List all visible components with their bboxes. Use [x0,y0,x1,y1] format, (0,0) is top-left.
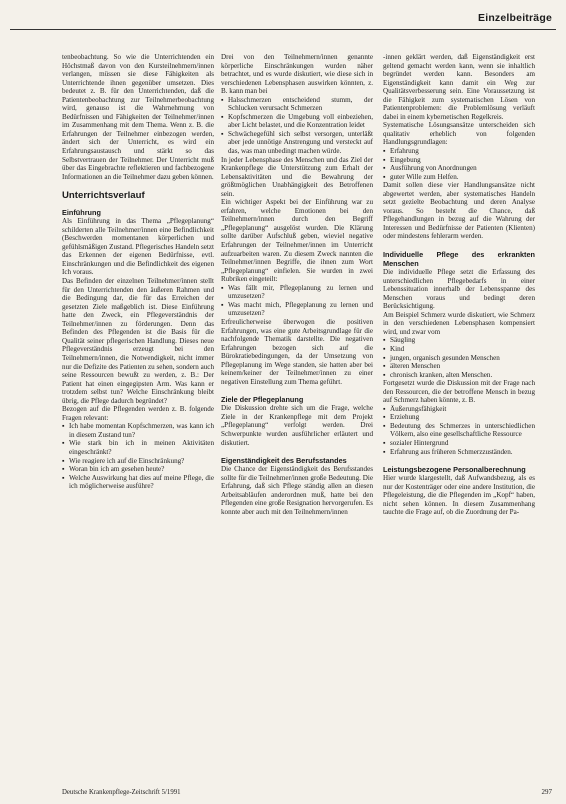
list-item: ▪ älteren Menschen [383,362,535,371]
col3-paragraph-5: Am Beispiel Schmerz wurde diskutiert, wie Schmerz in den verschiedenen Lebensphasen kompensiert wird, und zwar vom [383,310,535,336]
heading-eigenstaendigkeit: Eigenständigkeit des Berufsstandes [221,456,347,466]
list-item: ▪ Welche Auswirkung hat dies auf meine Pflege, die ich möglicherweise ausführe? [62,474,214,491]
col3-paragraph-7: Hier wurde klargestellt, daß Aufwandsbezug, als es nur der Kostenträger oder eine andere Institution, die Pflegeleistung, die die Pflegenden im „Kopf“ haben, nicht sehen können. In diesem Zusammenhang tauchte die Frage auf, ob die Zuordnung der Pa- [383,474,535,517]
col1-paragraph-1: tenbeobachtung. So wie die Unterrichtenden ein Höchstmaß davon von den Kursteilnehmern/innen verlangen, müssen sie diese Fähigkeiten als Unterrichtende ihnen gegenüber umsetzen. Dies bedeutet z. B. für den Unterrichtenden, daß die Patientenbeobachtung zur Teilnehmerbeobachtung wird, genauso ist die Wahrnehmung von Bedürfnissen und Fähigkeiten der Teilnehmer/innen im Zusammenhang mit dem Thema. Wenn z. B. die Erfahrungen der Teilnehmer einbezogen werden, ändert sich der Unterricht, es wird ein Erfahrungsaustausch und stärkt so das Selbstvertrauen der Teilnehmer. Der Unterricht muß über das Eingebrachte reflektieren und fachbezogene Informationen an die Teilnehmer dazu geben können. [62,53,214,181]
column-1 [62,53,214,491]
column-2 [221,53,373,516]
heading-personalberechnung: Leistungsbezogene Personalberechnung [383,465,526,475]
list-item: ▪ Schwächegefühl sich selbst versorgen, unterläßt aber jede unnötige Anstrengung und versteckt auf das, was man unbedingt machen würde. [221,130,373,156]
list-item: ▪ Erziehung [383,413,535,422]
col1-paragraph-2: Als Einführung in das Thema „Pflegeplanung“ schilderten alle Teilnehmer/innen eine Befindlichkeit (Beschwerden momentanen körperlichen und gefühlsmäßigen Zustand. Pflegerisches Handeln setzt das Erkennen der eigenen Bedürfnisse, evtl. Einschränkungen und die Befindlichkeit des eigenen Ich voraus. [62,217,214,277]
col2-paragraph-6: Die Chance der Eigenständigkeit des Berufsstandes sollte für die Teilnehmer/innen große Bedeutung. Die Erfahrung, daß sich Pflege ständig allen an diesen Arbeitsabläufen anderordnen muß, hatte bei den Pflegenden eine große Resignation hervorgerufen. Es konnte aber auch mit den Teilnehmern/innen [221,465,373,516]
header-rule [10,29,556,30]
list-item: ▪ Was fällt mir, Pflegeplanung zu lernen und umzusetzen? [221,284,373,301]
list-item: ▪ Ich habe momentan Kopfschmerzen, was kann ich in diesem Zustand tun? [62,422,214,439]
col2-paragraph-5: Die Diskussion drehte sich um die Frage, welche Ziele in der Krankenpflege mit dem Projekt „Pflegeplanung“ verfolgt werden. Drei Schwerpunkte wurden ausführlicher erläutert und diskutiert. [221,404,373,447]
col3-basis-list [383,147,535,181]
col3-paragraph-4: Die individuelle Pflege setzt die Erfassung des unterschiedlichen Pflegebedarfs in einer Lebenssituation innerhalb der Lebensspanne des Menschen voraus und bedingt deren Berücksichtigung. [383,268,535,311]
col1-question-list [62,422,214,490]
col3-lifephase-list [383,336,535,379]
list-item: ▪ Eingebung [383,156,535,165]
col1-paragraph-4: Bezogen auf die Pflegenden werden z. B. folgende Fragen relevant: [62,405,214,422]
list-item: ▪ chronisch kranken, alten Menschen. [383,371,535,380]
col3-resource-list [383,405,535,456]
list-item: ▪ jungen, organisch gesunden Menschen [383,354,535,363]
list-item: ▪ Äußerungsfähigkeit [383,405,535,414]
column-3 [383,53,535,517]
col2-paragraph-2: In jeder Lebensphase des Menschen und das Ziel der Krankenpflege die Unterstützung zum Erhalt der Lebensaktivitäten und die Bewahrung der größtmöglichen Unabhängigkeit des Betroffenen sein. [221,155,373,198]
list-item: ▪ Kopfschmerzen die Umgebung voll einbeziehen, aber Licht belastet, und die Konzentration leidet [221,113,373,130]
col3-paragraph-2: Systematische Lösungsansätze unterscheiden sich qualitativ erheblich von folgenden Handlungsgrundlagen: [383,121,535,147]
page-number: 297 [541,788,552,796]
list-item: ▪ Halsschmerzen entscheidend stumm, der Schlucken verursacht Schmerzen [221,96,373,113]
list-item: ▪ Ausführung von Anordnungen [383,164,535,173]
list-item: ▪ sozialer Hintergrund [383,439,535,448]
col2-rubric-list [221,284,373,318]
list-item: ▪ Woran bin ich am gesehen heute? [62,465,214,474]
list-item: ▪ Wie reagiere ich auf die Einschränkung? [62,457,214,466]
heading-einfuehrung: Einführung [62,208,101,218]
heading-individuelle-pflege: Individuelle Pflege des erkrankten Menschen [383,250,535,269]
heading-ziele-der-pflegeplanung: Ziele der Pflegeplanung [221,395,304,405]
section-title: Einzelbeiträge [478,12,552,24]
journal-citation: Deutsche Krankenpflege-Zeitschrift 5/1991 [62,789,181,796]
list-item: ▪ Erfahrung [383,147,535,156]
col2-paragraph-4: Erfreulicherweise überwogen die positiven Erfahrungen, was eine gute Arbeitsgrundlage für die nachfolgende Thematik darstellte. Die negativen Erfahrungen bezogen sich auf die Bürokratiebedingungen, da der Umsetzung von Pflegeplanung im Wege standen, sie hatten aber bei keinem/keiner der Teilnehmer/innen zu einer negativen Einstellung zum Thema geführt. [221,317,373,386]
col2-paragraph-1: Drei von den Teilnehmern/innen genannte körperliche Einschränkungen wurden näher betrachtet, und es wurde diskutiert, wie diese sich in verschiedenen Lebensphasen auswirken könnten, z. B. kann man bei [221,53,373,96]
list-item: ▪ guter Wille zum Helfen. [383,173,535,182]
col3-paragraph-3: Damit sollen diese vier Handlungsansätze nicht abgewertet werden, aber systematisches Handeln setzt gezielte Beobachtung und deren Analyse voraus. So besteht die Chance, daß Pflegehandlungen in bezug auf die Wahrung der Interessen und Bedürfnisse der Patienten (Klienten) oder mindestens fehlerarm werden. [383,181,535,241]
heading-unterrichtsverlauf: Unterrichtsverlauf [62,190,145,202]
col3-paragraph-6: Fortgesetzt wurde die Diskussion mit der Frage nach den Ressourcen, die der betroffene Mensch in bezug auf Schmerz haben könnte, z. B. [383,379,535,405]
col2-symptom-list [221,96,373,156]
list-item: ▪ Wie stark bin ich in meinen Aktivitäten eingeschränkt? [62,439,214,456]
col2-paragraph-3: Ein wichtiger Aspekt bei der Einführung war zu erfahren, welche Emotionen bei den Teilnehmern/innen durch den Begriff „Pflegeplanung“ ausgelöst wurden. Die Klärung sollte darüber Aufschluß geben, wieviel negative Erfahrungen der Teilnehmer/innen im Unterricht aufzuarbeiten waren. Zu diesem Zweck nannten die Teilnehmer/innen Begriffe, die ihnen zum Wort „Pflegeplanung“ einfielen. Sie wurden in zwei Rubriken eingeteilt: [221,198,373,284]
col1-paragraph-3: Das Befinden der einzelnen Teilnehmer/innen stellt für den Unterrichtenden den äußeren Rahmen und die Bedingung dar, die für das Erreichen der gesetzten Ziele maßgeblich ist. Diese Einführung hatte den Zweck, ein Pflegeverständnis der Teilnehmer/innen zu förderungen. Denn das Befinden des Pflegenden ist die Basis für die Qualität seiner pflegerischen Handlung. Dieses neue Pflegeverständnis erzeugt bei den Teilnehmern/innen, die Notwendigkeit, nicht immer nur die Defizite des Patienten zu sehen, sondern auch seine Ressourcen bewußt zu werden, z. B.: Der Patient hat einen eingegipsten Arm. Was kann er trotzdem selbst tun? Welche Einschränkung bleibt übrig, die Pflege dadurch begründet? [62,277,214,405]
list-item: ▪ Was macht mich, Pflegeplanung zu lernen und umzusetzen? [221,301,373,318]
list-item: ▪ Bedeutung des Schmerzes in unterschiedlichen Völkern, also eine gesellschaftliche Ressource [383,422,535,439]
list-item: ▪ Erfahrung aus früheren Schmerzzuständen. [383,448,535,457]
list-item: ▪ Kind [383,345,535,354]
list-item: ▪ Säugling [383,336,535,345]
col3-paragraph-1: -innen geklärt werden, daß Eigenständigkeit erst geltend gemacht werden kann, wenn sie inhaltlich begründet werden kann. Besonders am Eigenständigkeit kann damit ein Weg zur Qualitätsverbesserung sein. Eine Voraussetzung ist die Fähigkeit zum systematischen Lösen von Patientenproblemen: die Problemlösung verläuft dabei in einem kybernetischen Regelkreis. [383,53,535,121]
